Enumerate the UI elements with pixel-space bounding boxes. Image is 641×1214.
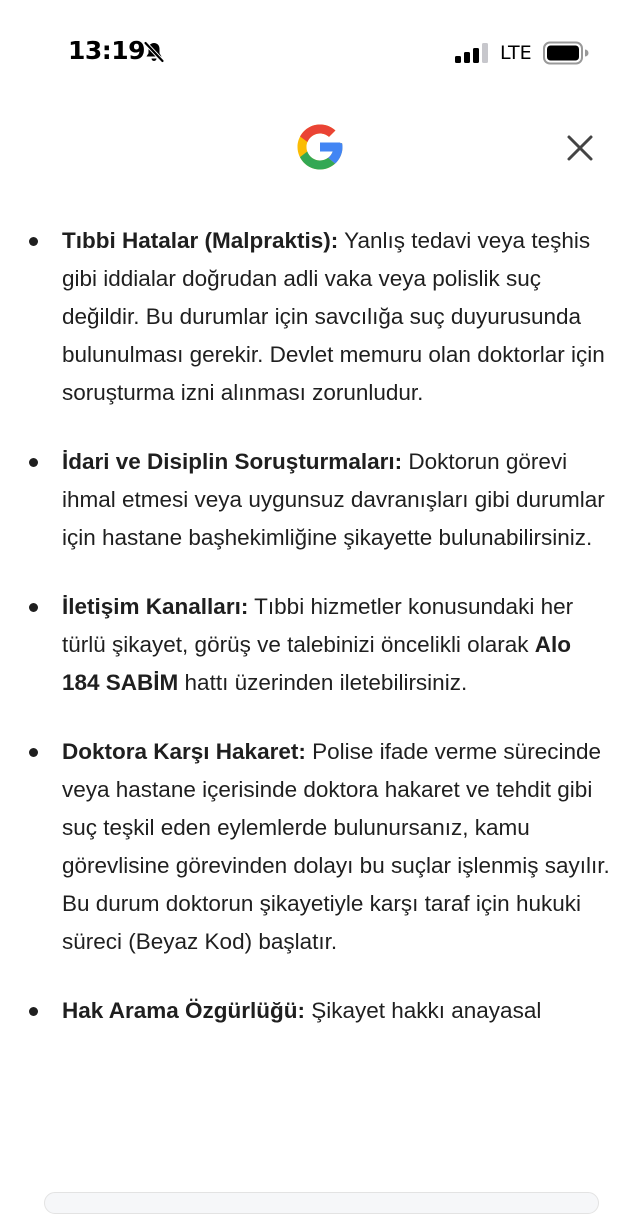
item-text: Tıbbi hizmetler konusundaki her türlü şikayet, görüş ve talebinizi öncelikli olarak [62,594,574,657]
item-title: İletişim Kanalları: [62,594,249,619]
list-item [0,588,641,702]
list-item [0,222,641,412]
list-item [0,733,641,961]
bottom-input-bar[interactable] [44,1192,599,1214]
network-label: LTE [500,42,532,64]
item-text: Doktorun görevi ihmal etmesi veya uygunsuz davranışları gibi durumlar için hastane başhekimliğine şikayette bulunabilirsiniz. [62,449,605,550]
item-text: Şikayet hakkı anayasal [304,998,542,1023]
bullet-icon [29,458,38,467]
item-bold-inline: Alo 184 SABİM [62,632,571,695]
item-title: Doktora Karşı Hakaret: [62,739,306,764]
item-title: Hak Arama Özgürlüğü: [62,998,305,1023]
item-text: Yanlış tedavi veya teşhis gibi iddialar doğrudan adli vaka veya polislik suç değildir. Bu durumlar için savcılığa suç duyurusunda bulunulması gerekir. Devlet memuru olan doktorlar için soruşturma izni alınması zorunludur. [62,228,605,405]
item-text: Polise ifade verme sürecinde veya hastane içerisinde doktora hakaret ve tehdit gibi suç teşkil eden eylemlerde bulunursanız, kamu görevlisine görevinden dolayı bu suçlar işlenmiş sayılır. Bu durum doktorun şikayetiyle karşı taraf için hukuki süreci (Beyaz Kod) başlatır. [62,739,610,954]
status-bar [0,0,641,100]
list-item [0,443,641,557]
item-title: İdari ve Disiplin Soruşturmaları: [62,449,403,474]
signal-bars-icon [455,43,489,63]
battery-icon [543,41,589,65]
answer-content [0,222,641,1061]
close-button[interactable] [560,128,600,168]
app-header [0,100,641,200]
bell-muted-icon [142,40,166,64]
list-item [0,992,641,1030]
bullet-icon [29,603,38,612]
bullet-icon [29,748,38,757]
item-title: Tıbbi Hatalar (Malpraktis): [62,228,339,253]
status-time: 13:19 [68,36,146,65]
item-text-after: hattı üzerinden iletebilirsiniz. [178,670,468,695]
bullet-icon [29,237,38,246]
google-g-icon [293,120,347,174]
close-icon[interactable] [560,128,600,168]
bullet-icon [29,1007,38,1016]
